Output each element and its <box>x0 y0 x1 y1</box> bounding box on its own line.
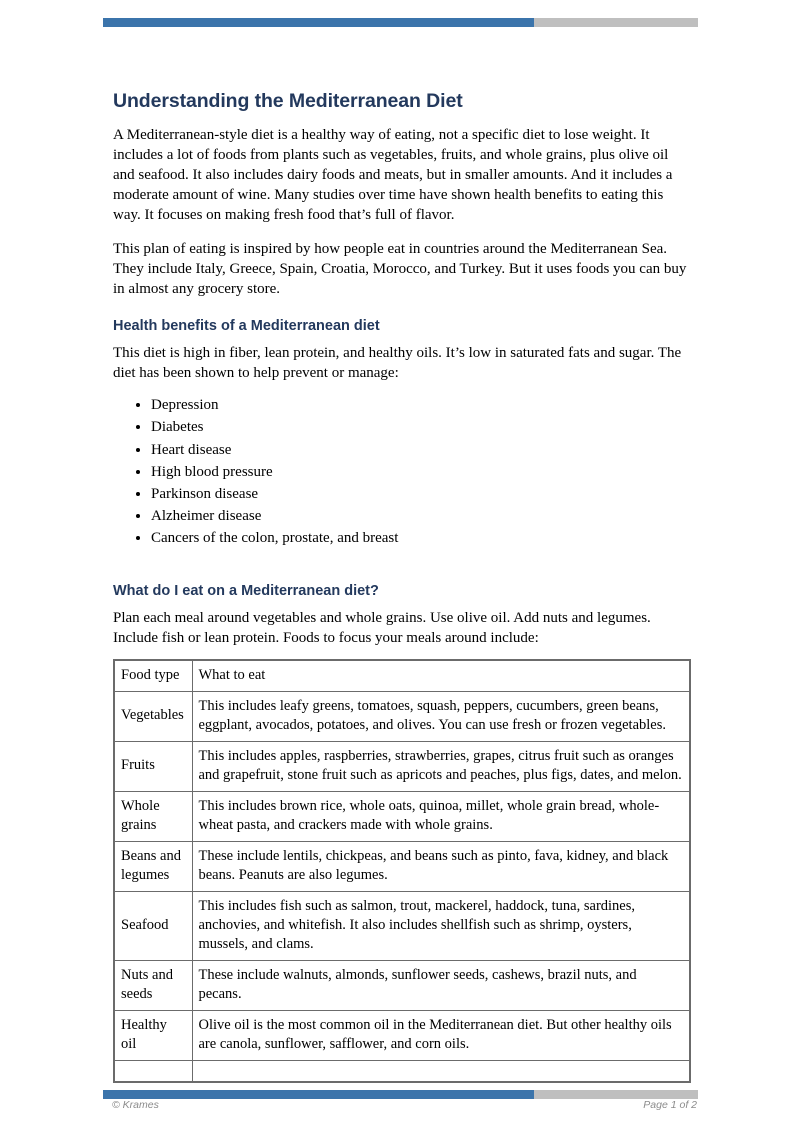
table-cell-food-type: Seafood <box>114 891 192 960</box>
table-row <box>114 791 690 841</box>
header-rule-blue-segment <box>103 18 534 27</box>
intro-paragraph-2: This plan of eating is inspired by how people eat in countries around the Mediterranean Sea. They include Italy, Greece, Spain, Croatia, Morocco, and Turkey. But it uses foods you can buy in almost any grocery store. <box>113 241 687 297</box>
table-cell-what-to-eat: These include walnuts, almonds, sunflower seeds, cashews, brazil nuts, and pecans. <box>192 960 690 1010</box>
list-item: • Depression <box>151 394 691 416</box>
document-body <box>113 90 691 1083</box>
table-cell-what-to-eat <box>192 1060 690 1082</box>
table-cell-what-to-eat: Olive oil is the most common oil in the Mediterranean diet. But other healthy oils are canola, sunflower, safflower, and corn oils. <box>192 1010 690 1060</box>
header-rule-grey-segment <box>534 18 698 27</box>
table-row <box>114 691 690 741</box>
table-column-header-food-type: Food type <box>114 660 192 691</box>
footer-rule-blue-segment <box>103 1090 534 1099</box>
table-cell-food-type: Healthy oil <box>114 1010 192 1060</box>
table-header-row <box>114 660 690 691</box>
table-cell-food-type: Nuts and seeds <box>114 960 192 1010</box>
table-row <box>114 891 690 960</box>
table-cell-food-type: Beans and legumes <box>114 841 192 891</box>
table-row <box>114 1010 690 1060</box>
table-cell-what-to-eat: These include lentils, chickpeas, and beans such as pinto, fava, kidney, and black beans. Peanuts are also legumes. <box>192 841 690 891</box>
list-item: • High blood pressure <box>151 461 691 483</box>
table-column-header-what-to-eat: What to eat <box>192 660 690 691</box>
health-benefits-intro: This diet is high in fiber, lean protein, and healthy oils. It’s low in saturated fats and sugar. The diet has been shown to help prevent or manage: <box>113 345 682 382</box>
table-cell-food-type: Vegetables <box>114 691 192 741</box>
table-cell-what-to-eat: This includes fish such as salmon, trout, mackerel, haddock, tuna, sardines, anchovies, and whitefish. It also includes shellfish such as shrimp, oysters, mussels, and clams. <box>192 891 690 960</box>
section-heading-health-benefits: Health benefits of a Mediterranean diet <box>113 317 380 334</box>
list-item: • Alzheimer disease <box>151 505 691 527</box>
footer-rule-bar <box>103 1090 698 1099</box>
intro-paragraph-1: A Mediterranean-style diet is a healthy way of eating, not a specific diet to lose weight. It includes a lot of foods from plants such as vegetables, fruits, and whole grains, plus olive oil and seafood. It also includes dairy foods and meats, but in smaller amounts. And it includes a moderate amount of wine. Many studies over time have shown health benefits to eating this way. It focuses on making fresh food that’s full of flavor. <box>113 127 673 224</box>
table-row-truncated <box>114 1060 690 1082</box>
list-item: • Diabetes <box>151 416 691 438</box>
header-rule-bar <box>103 18 698 27</box>
footer-page-number: Page 1 of 2 <box>643 1099 697 1111</box>
list-item: • Parkinson disease <box>151 483 691 505</box>
list-item: • Heart disease <box>151 439 691 461</box>
table-cell-what-to-eat: This includes leafy greens, tomatoes, squash, peppers, cucumbers, green beans, eggplant, avocados, potatoes, and olives. You can use fresh or frozen vegetables. <box>192 691 690 741</box>
footer-copyright: © Krames <box>112 1099 159 1111</box>
table-cell-food-type: Whole grains <box>114 791 192 841</box>
section-heading-what-do-i-eat: What do I eat on a Mediterranean diet? <box>113 582 379 599</box>
table-cell-what-to-eat: This includes apples, raspberries, strawberries, grapes, citrus fruit such as oranges and grapefruit, stone fruit such as apricots and peaches, plus figs, dates, and melon. <box>192 741 690 791</box>
table-cell-what-to-eat: This includes brown rice, whole oats, quinoa, millet, whole grain bread, whole-wheat pasta, and crackers made with whole grains. <box>192 791 690 841</box>
table-row <box>114 741 690 791</box>
what-do-i-eat-intro: Plan each meal around vegetables and whole grains. Use olive oil. Add nuts and legumes. Include fish or lean protein. Foods to focus your meals around include: <box>113 609 651 646</box>
table-cell-food-type <box>114 1060 192 1082</box>
page-title: Understanding the Mediterranean Diet <box>113 90 463 112</box>
food-type-table <box>113 659 691 1083</box>
health-benefits-list <box>113 394 691 549</box>
footer-rule-grey-segment <box>534 1090 698 1099</box>
table-row <box>114 960 690 1010</box>
list-item: • Cancers of the colon, prostate, and breast <box>151 527 691 549</box>
table-cell-food-type: Fruits <box>114 741 192 791</box>
table-row <box>114 841 690 891</box>
